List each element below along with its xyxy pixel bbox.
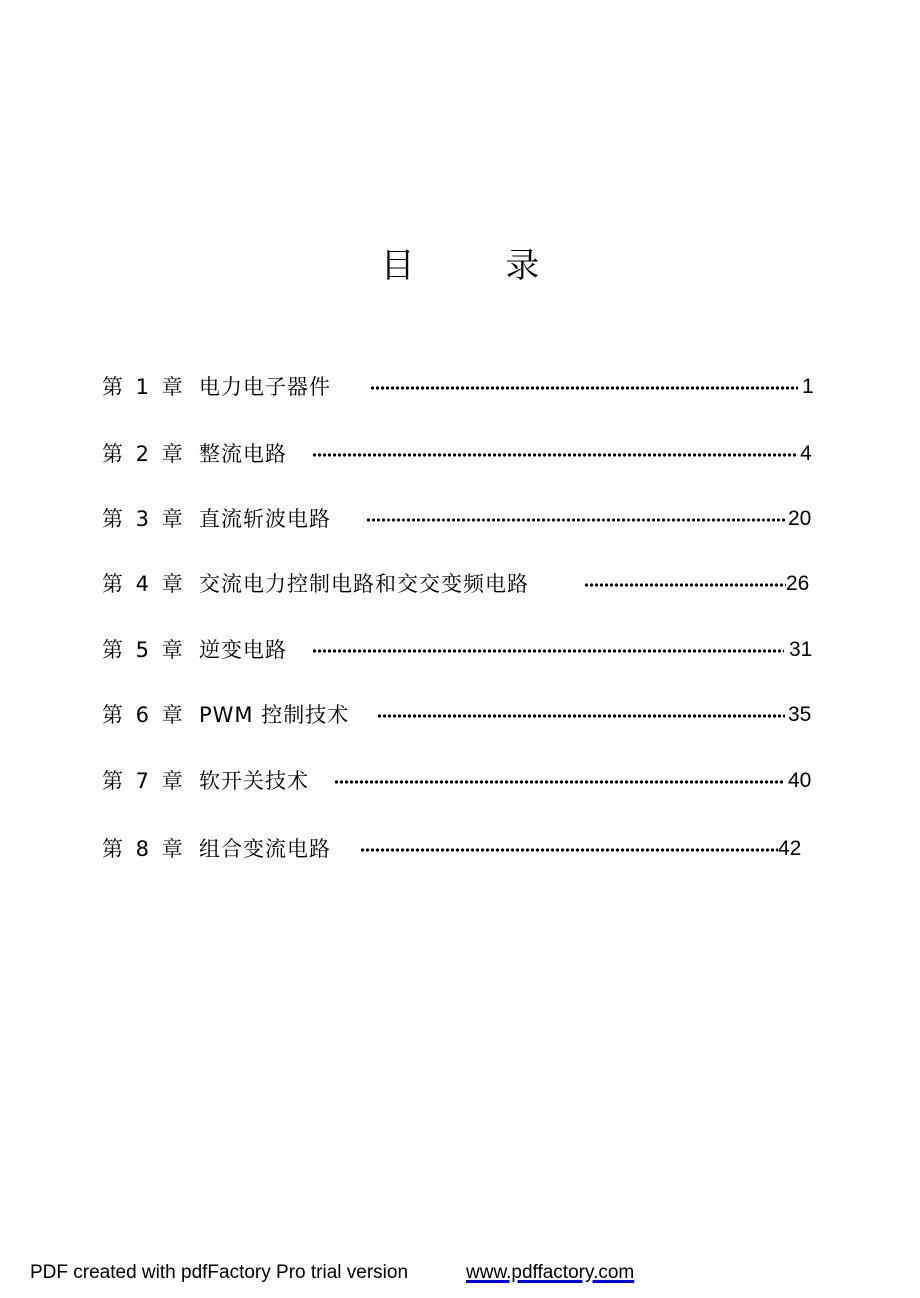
dot-leader — [312, 649, 784, 653]
dot-leader — [377, 714, 785, 718]
page-number: 42 — [778, 837, 802, 860]
chapter-title: 整流电路 — [199, 442, 287, 466]
chapter-label: 第 4 章 — [102, 572, 186, 596]
dot-leader — [370, 386, 798, 390]
chapter-title: 交流电力控制电路和交交变频电路 — [199, 572, 529, 596]
chapter-label: 第 1 章 — [102, 375, 186, 399]
dot-leader — [312, 453, 796, 457]
page-number: 31 — [789, 638, 813, 661]
page-number: 35 — [788, 703, 812, 726]
footer-link[interactable]: www.pdffactory.com — [466, 1262, 635, 1283]
footer-text: PDF created with pdfFactory Pro trial version — [30, 1262, 409, 1283]
chapter-title: 直流斩波电路 — [199, 507, 331, 531]
chapter-label: 第 2 章 — [102, 442, 186, 466]
chapter-label: 第 6 章 — [102, 703, 186, 727]
page-number: 4 — [800, 442, 812, 465]
page-number: 20 — [788, 507, 812, 530]
chapter-title: 逆变电路 — [199, 638, 287, 662]
chapter-label: 第 3 章 — [102, 507, 186, 531]
dot-leader — [366, 518, 786, 522]
chapter-label: 第 7 章 — [102, 769, 186, 793]
chapter-title: PWM 控制技术 — [199, 703, 350, 727]
chapter-title: 组合变流电路 — [199, 837, 331, 861]
page-number: 26 — [786, 572, 810, 595]
dot-leader — [584, 583, 786, 587]
page-number: 40 — [788, 769, 812, 792]
toc-heading: 目 录 — [380, 246, 580, 286]
page-number: 1 — [802, 375, 814, 398]
chapter-label: 第 8 章 — [102, 837, 186, 861]
dot-leader — [360, 848, 778, 852]
dot-leader — [334, 780, 784, 784]
chapter-label: 第 5 章 — [102, 638, 186, 662]
chapter-title: 电力电子器件 — [199, 375, 331, 399]
chapter-title: 软开关技术 — [199, 769, 309, 793]
